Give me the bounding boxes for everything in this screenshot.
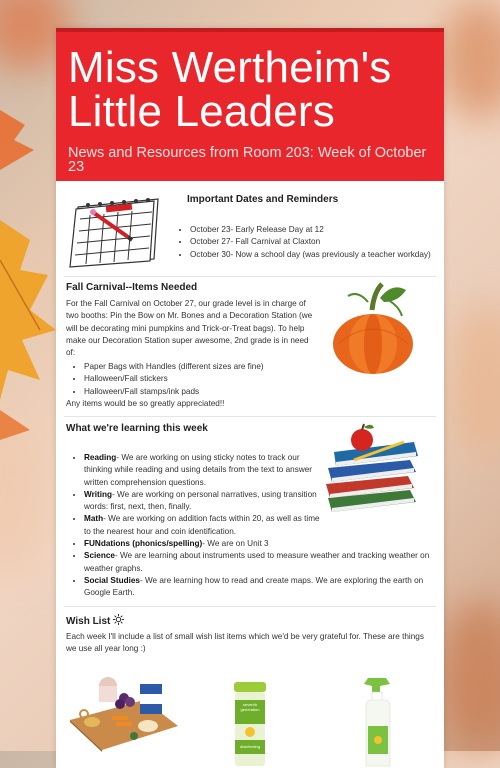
subject-label: Social Studies xyxy=(84,575,140,585)
subject-text: - We are learning about instruments used to measure weather and tracking weather on weather graphs. xyxy=(84,551,430,573)
list-item: • Paper Bags with Handles (different sizes are fine) xyxy=(84,361,334,373)
background-blur xyxy=(440,0,500,120)
list-item xyxy=(84,550,444,575)
list-item xyxy=(84,452,324,489)
sun-icon xyxy=(113,614,124,625)
list-item xyxy=(84,513,324,538)
subject-text: - We are working on addition facts within 20, as well as time to the nearest hour and coin identification. xyxy=(84,514,320,536)
carnival-intro: For the Fall Carnival on October 27, our grade level is in charge of two booths: Pin the Bow on Mr. Bones and a Decoration Station (we will be decorating mini pumpkins and Trick-or-Treat bags). To help make our Decoration Station super awesome, 2nd grade is in need of: xyxy=(66,299,313,358)
wipes-brand: seventh generation xyxy=(240,702,260,712)
snack-tray-image xyxy=(68,676,180,752)
wishlist-title: Wish List xyxy=(66,616,111,627)
learning-heading: What we're learning this week xyxy=(66,423,208,434)
list-item xyxy=(84,489,324,514)
list-item xyxy=(84,575,444,600)
dates-heading: Important Dates and Reminders xyxy=(187,194,339,205)
list-item xyxy=(84,538,444,550)
carnival-list xyxy=(66,361,334,398)
subject-text: - We are learning how to read and create maps. We are exploring the earth on Google Earth. xyxy=(84,575,424,598)
list-item: • October 23- Early Release Day at 12 xyxy=(190,224,460,236)
subject-label: Science xyxy=(84,551,115,561)
list-item: • Halloween/Fall stickers xyxy=(84,373,334,385)
background-blur xyxy=(450,300,500,460)
wipes-label: disinfecting xyxy=(239,744,260,749)
subject-label: Writing xyxy=(84,489,113,499)
autumn-leaf-icon xyxy=(0,180,60,440)
background-blur xyxy=(0,420,50,580)
wipes-canister-image xyxy=(232,680,268,768)
subject-text: - We are working on using sticky notes to track our thinking while reading and using details from the text to answer written comprehension questions. xyxy=(84,453,313,487)
subject-text: - We are on Unit 3 xyxy=(202,539,269,549)
list-item: • Halloween/Fall stamps/ink pads xyxy=(84,386,334,398)
newsletter-card xyxy=(56,28,444,768)
divider xyxy=(64,276,436,277)
autumn-leaf-icon xyxy=(0,90,40,180)
newsletter-header xyxy=(56,28,444,181)
dates-list xyxy=(172,224,460,261)
subject-label: Reading xyxy=(84,453,117,462)
carnival-closing: Any items would be so greatly appreciated!! xyxy=(66,399,225,408)
carnival-heading: Fall Carnival--Items Needed xyxy=(66,282,198,293)
books-apple-icon xyxy=(324,422,424,518)
subject-text: - We are working on personal narratives, using transition words: first, next, then, finally. xyxy=(84,489,317,512)
list-item: • October 27- Fall Carnival at Claxton xyxy=(190,236,460,248)
page-title: Miss Wertheim's Little Leaders xyxy=(68,43,392,136)
wishlist-text: Each week I'll include a list of small wish list items which we'd be very grateful for. These are things we use all year long :) xyxy=(66,632,424,654)
list-item: • October 30- Now a school day (was previously a teacher workday) xyxy=(190,249,460,261)
calendar-icon xyxy=(66,193,162,269)
spray-bottle-image xyxy=(358,676,398,768)
pumpkin-icon xyxy=(328,280,418,380)
divider xyxy=(64,416,436,417)
divider xyxy=(64,606,436,607)
wishlist-heading xyxy=(66,614,124,627)
page-subtitle: News and Resources from Room 203: Week of October 23 xyxy=(68,145,427,175)
subject-label: FUNdations (phonics/spelling) xyxy=(84,539,203,549)
background-blur xyxy=(440,600,500,750)
subject-label: Math xyxy=(84,514,104,524)
